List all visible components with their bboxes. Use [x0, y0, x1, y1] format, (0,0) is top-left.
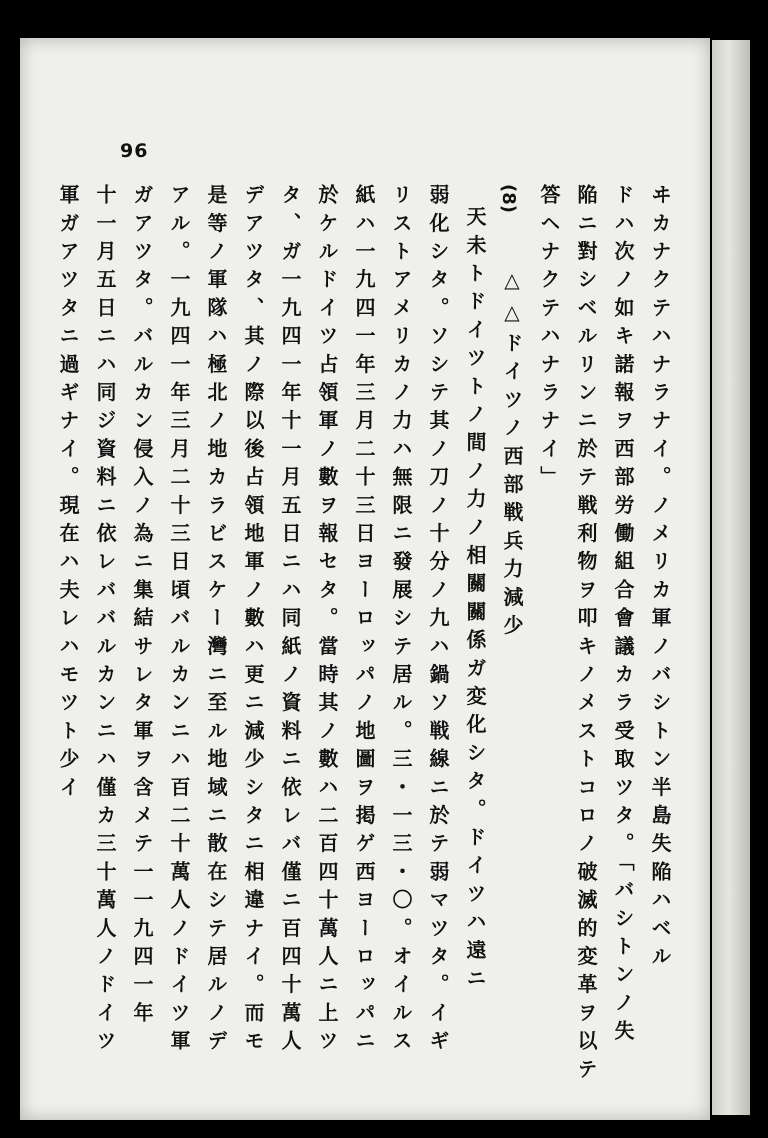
text-column-7: 弱化シタ。ソシテ其ノ刀ノ十分ノ九ハ鍋ソ戦線ニ於テ弱マツタ。イギ	[426, 184, 450, 1059]
text-column-16: 十一月五日ニハ同ジ資料ニ依レババルカンニハ僅カ三十萬人ノドイツ	[93, 184, 117, 1059]
text-column-13: 是等ノ軍隊ハ極北ノ地カラビスケー灣ニ至ル地域ニ散在シテ居ルノデ	[204, 184, 228, 1059]
page-number: 96	[120, 140, 149, 162]
text-column-4: 答ヘナクテハナラナイ」	[537, 184, 561, 495]
section-marker: (8)	[498, 184, 519, 213]
text-column-9: 紙ハ一九四一年三月二十三日ヨーロッパノ地圖ヲ掲ゲ西ヨーロッパニ	[352, 184, 376, 1059]
text-column-8: リストアメリカノ力ハ無限ニ發展シテ居ル。三・一三・〇。オイルス	[389, 184, 413, 1059]
section-heading: △△ドイツノ西部戦兵力減少	[500, 268, 524, 643]
text-column-11: タ、ガ一九四一年十一月五日ニハ同紙ノ資料ニ依レバ僅ニ百四十萬人	[278, 184, 302, 1059]
text-column-12: デアツタ、其ノ際以後占領地軍ノ數ハ更ニ減少シタニ相違ナイ。而モ	[241, 184, 265, 1059]
document-page	[20, 38, 710, 1120]
text-column-6: 天未トドイツトノ間ノ力ノ相關關係ガ変化シタ。ドイツハ遠ニ	[463, 206, 487, 996]
text-column-15: ガアツタ。バルカン侵入ノ為ニ集結サレタ軍ヲ含メテ一一九四一年	[130, 184, 154, 1030]
text-column-3: 陥ニ對シベルリンニ於テ戦利物ヲ叩キノメストコロノ破滅的変革ヲ以テ	[574, 184, 598, 1087]
text-column-14: アル。一九四一年三月二十三日頃バルカンニハ百二十萬人ノドイツ軍	[167, 184, 191, 1059]
text-column-17: 軍ガアツタニ過ギナイ。現在ハ夫レハモツト少イ	[56, 184, 80, 805]
text-column-1: ヰカナクテハナラナイ。ノメリカ軍ノバシトン半島失陥ハベル	[648, 184, 672, 974]
book-spine-edge	[712, 40, 750, 1115]
text-column-10: 於ケルドイツ占領軍ノ數ヲ報セタ。當時其ノ數ハ二百四十萬人ニ上ツ	[315, 184, 339, 1059]
text-column-2: ドハ次ノ如キ諾報ヲ西部労働組合會議カラ受取ツタ。「バシトンノ失	[611, 184, 635, 1049]
